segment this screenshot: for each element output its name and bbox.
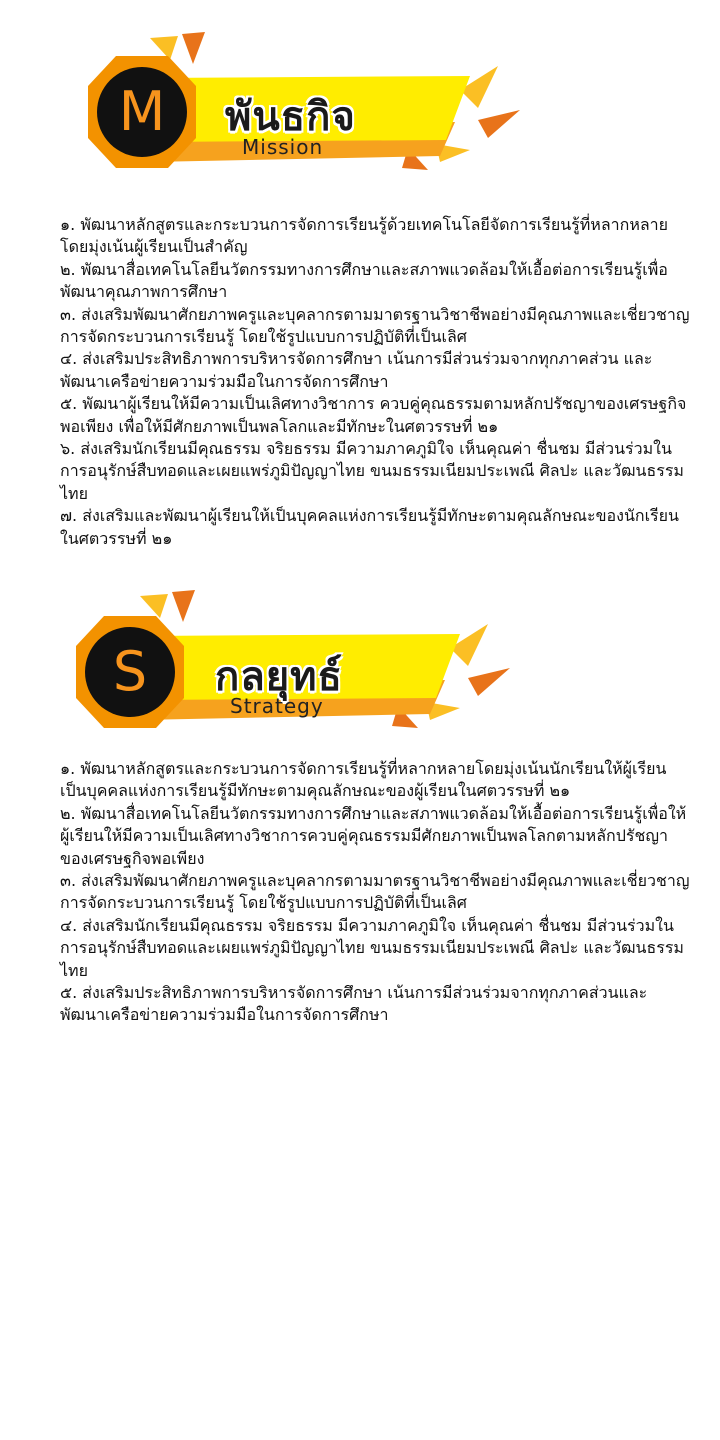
list-item: ๔. ส่งเสริมนักเรียนมีคุณธรรม จริยธรรม มีความภาคภูมิใจ เห็นคุณค่า ชื่นชม มีส่วนร่วมในการอนุรักษ์สืบทอดและเผยแพร่ภูมิปัญญาไทย ขนมธรรมเนียมประเพณี ศิลปะ และวัฒนธรรมไทย bbox=[60, 915, 684, 980]
strategy-banner bbox=[0, 588, 720, 748]
list-item: ๒. พัฒนาสื่อเทคโนโลยีนวัตกรรมทางการศึกษาและสภาพแวดล้อมให้เอื้อต่อการเรียนรู้เพื่อให้ผู้เรียนให้มีความเป็นเลิศทางวิชาการควบคู่คุณธรรมมีศักยภาพเป็นพลโลกตามหลักปรัชญาของเศรษฐกิจพอเพียง bbox=[60, 803, 687, 868]
mission-list bbox=[60, 214, 690, 550]
strategy-list bbox=[60, 758, 690, 1027]
strategy-title: กลยุทธ์ bbox=[215, 654, 343, 700]
list-item: ๖. ส่งเสริมนักเรียนมีคุณธรรม จริยธรรม มีความภาคภูมิใจ เห็นคุณค่า ชื่นชม มีส่วนร่วมในการอนุรักษ์สืบทอดและเผยแพร่ภูมิปัญญาไทย ขนมธรรมเนียมประเพณี ศิลปะ และวัฒนธรรมไทย bbox=[60, 439, 684, 503]
mission-title: พันธกิจ bbox=[225, 94, 356, 140]
list-item: ๕. ส่งเสริมประสิทธิภาพการบริหารจัดการศึกษา เน้นการมีส่วนร่วมจากทุกภาคส่วนและพัฒนาเครือข่ายความร่วมมือในการจัดการศึกษา bbox=[60, 983, 648, 1025]
list-item: ๑. พัฒนาหลักสูตรและกระบวนการจัดการเรียนรู้ที่หลากหลายโดยมุ่งเน้นนักเรียนให้ผู้เรียนเป็นบุคคลแห่งการเรียนรู้มีทักษะตามคุณลักษณะของผู้เรียนในศตวรรษที่ ๒๑ bbox=[60, 759, 667, 801]
strategy-letter: S bbox=[112, 640, 148, 703]
list-item: ๗. ส่งเสริมและพัฒนาผู้เรียนให้เป็นบุคคลแห่งการเรียนรู้มีทักษะตามคุณลักษณะของนักเรียนในศตวรรษที่ ๒๑ bbox=[60, 506, 679, 548]
mission-letter: M bbox=[118, 80, 166, 143]
list-item: ๔. ส่งเสริมประสิทธิภาพการบริหารจัดการศึกษา เน้นการมีส่วนร่วมจากทุกภาคส่วน และพัฒนาเครือข่ายความร่วมมือในการจัดการศึกษา bbox=[60, 349, 653, 391]
list-item: ๓. ส่งเสริมพัฒนาศักยภาพครูและบุคลากรตามมาตรฐานวิชาชีพอย่างมีคุณภาพและเชี่ยวชาญการจัดกระบวนการเรียนรู้ โดยใช้รูปแบบการปฏิบัติที่เป็นเลิศ bbox=[60, 871, 690, 913]
list-item: ๑. พัฒนาหลักสูตรและกระบวนการจัดการเรียนรู้ด้วยเทคโนโลยีจัดการเรียนรู้ที่หลากหลายโดยมุ่งเน้นผู้เรียนเป็นสำคัญ bbox=[60, 215, 669, 257]
mission-banner bbox=[0, 30, 720, 190]
mission-subtitle: Mission bbox=[242, 135, 324, 159]
list-item: ๕. พัฒนาผู้เรียนให้มีความเป็นเลิศทางวิชาการ ควบคู่คุณธรรมตามหลักปรัชญาของเศรษฐกิจพอเพียง เพื่อให้มีศักยภาพเป็นพลโลกและมีทักษะในศตวรรษที่ ๒๑ bbox=[60, 394, 687, 436]
list-item: ๒. พัฒนาสื่อเทคโนโลยีนวัตกรรมทางการศึกษาและสภาพแวดล้อมให้เอื้อต่อการเรียนรู้เพื่อพัฒนาคุณภาพการศึกษา bbox=[60, 259, 668, 302]
strategy-subtitle: Strategy bbox=[230, 694, 324, 718]
list-item: ๓. ส่งเสริมพัฒนาศักยภาพครูและบุคลากรตามมาตรฐานวิชาชีพอย่างมีคุณภาพและเชี่ยวชาญการจัดกระบวนการเรียนรู้ โดยใช้รูปแบบการปฏิบัติที่เป็นเลิศ bbox=[60, 304, 690, 347]
